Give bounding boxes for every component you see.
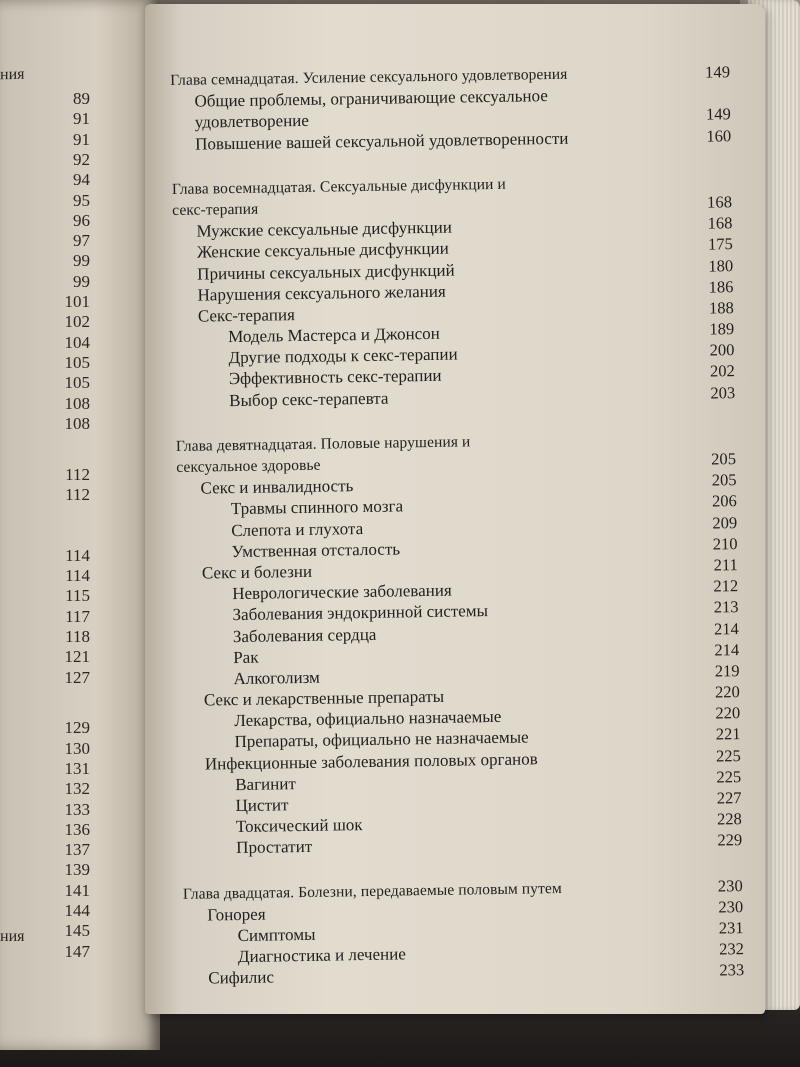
left-page-number: 108 xyxy=(64,413,90,433)
left-page-number: 97 xyxy=(73,231,90,251)
toc-page-number: 149 xyxy=(705,104,731,124)
toc-page-number: 189 xyxy=(709,319,735,339)
left-page-number: 105 xyxy=(64,352,90,372)
left-page-number: 92 xyxy=(73,149,90,169)
toc-entry-title: Секс-терапия xyxy=(197,304,295,326)
toc-page-number: 211 xyxy=(713,555,738,575)
toc-entry-title: Простатит xyxy=(236,837,313,858)
left-page-number: 145 xyxy=(64,921,90,941)
left-page-number: 101 xyxy=(64,292,90,311)
toc-entry-title: сексуальное здоровье xyxy=(176,456,321,476)
toc-page-number: 200 xyxy=(709,340,735,360)
toc-page-number: 225 xyxy=(716,766,742,787)
toc-entry-title: Умственная отсталость xyxy=(231,539,401,561)
toc-entry-title: Препараты, официально не назначаемые xyxy=(234,727,529,752)
left-page-number: 115 xyxy=(65,586,90,606)
left-page-number: 127 xyxy=(64,667,90,687)
left-page-number: 104 xyxy=(64,332,90,352)
toc-page-number: 214 xyxy=(714,639,740,660)
left-page-number: 121 xyxy=(64,647,90,667)
left-page xyxy=(0,0,160,1050)
toc-page-number: 225 xyxy=(715,745,741,766)
table-of-contents xyxy=(170,61,744,989)
toc-entry-title: Алкоголизм xyxy=(233,667,321,688)
toc-page-number: 205 xyxy=(711,470,737,490)
toc-entry-title: Лекарства, официально назначаемые xyxy=(234,707,502,731)
left-page-number: 99 xyxy=(73,251,90,271)
left-page-number: 112 xyxy=(65,484,90,504)
left-page-number: 95 xyxy=(73,190,90,210)
toc-page-number: 229 xyxy=(717,830,743,850)
left-page-number: 89 xyxy=(73,89,90,108)
toc-entry-title: Симптомы xyxy=(237,924,316,945)
toc-page-number: 230 xyxy=(717,875,744,896)
left-page-number: 94 xyxy=(73,170,90,190)
left-page-number: 91 xyxy=(73,109,90,129)
toc-entry-title: Травмы спинного мозга xyxy=(230,496,404,519)
left-page-number: 130 xyxy=(64,738,90,758)
toc-page-number: 220 xyxy=(715,703,741,723)
toc-page-number: 212 xyxy=(713,576,739,596)
toc-page-number: 230 xyxy=(718,896,744,917)
toc-page-number: 205 xyxy=(710,449,737,469)
toc-page-number: 213 xyxy=(713,597,739,617)
toc-entry-title: удовлетворение xyxy=(194,111,310,132)
toc-entry-title: Нарушения сексуального желания xyxy=(197,281,446,305)
left-page-number: 112 xyxy=(65,464,90,484)
right-page xyxy=(145,4,765,1014)
toc-page-number: 227 xyxy=(716,788,742,808)
left-page-footer-fragment: ния xyxy=(0,928,25,945)
toc-entry-title: Эффективность секс-терапии xyxy=(228,366,442,389)
toc-page-number: 228 xyxy=(716,809,742,829)
left-page-number: 105 xyxy=(64,373,90,393)
left-page-number: 99 xyxy=(73,271,90,291)
toc-entry-title: Секс и инвалидность xyxy=(200,476,354,498)
toc-entry-title: Инфекционные заболевания половых органов xyxy=(204,748,538,774)
toc-page-number: 232 xyxy=(718,939,745,959)
toc-page-number: 180 xyxy=(708,255,734,276)
toc-entry-title: Гонорея xyxy=(207,904,266,925)
left-page-number: 129 xyxy=(64,718,90,738)
left-page-number: 136 xyxy=(64,819,90,839)
left-page-number: 114 xyxy=(65,545,90,565)
toc-entry-title: Вагинит xyxy=(235,773,296,794)
toc-entry-title: Диагностика и лечение xyxy=(237,944,406,967)
left-page-number: 96 xyxy=(73,210,90,230)
left-page-number: 133 xyxy=(64,799,90,819)
toc-entry-title: Рак xyxy=(233,647,259,667)
toc-page-number: 160 xyxy=(706,125,732,146)
toc-page-number: 233 xyxy=(719,960,745,980)
toc-entry-title: Заболевания эндокринной системы xyxy=(232,601,489,625)
toc-entry-title: Глава восемнадцатая. Сексуальные дисфункции и xyxy=(171,175,507,198)
toc-entry-title: Глава семнадцатая. Усиление сексуального удовлетворения xyxy=(170,65,568,89)
toc-entry-title: Глава двадцатая. Болезни, передаваемые половым путем xyxy=(182,879,562,903)
toc-page-number: 214 xyxy=(713,618,739,639)
left-page-number: 147 xyxy=(64,941,90,961)
toc-page-number: 188 xyxy=(708,298,734,318)
left-page-number: 139 xyxy=(64,860,90,880)
toc-entry-title: Токсический шок xyxy=(235,815,363,837)
toc-entry-title: Причины сексуальных дисфункций xyxy=(197,260,455,284)
left-page-number: 108 xyxy=(64,393,90,413)
left-page-number: 131 xyxy=(64,758,90,778)
toc-entry-title: Глава девятнадцатая. Половые нарушения и xyxy=(175,433,471,455)
toc-page-number: 203 xyxy=(710,382,736,403)
toc-page-number: 186 xyxy=(708,276,734,297)
toc-page-number: 168 xyxy=(706,192,733,212)
toc-entry-title: Другие подходы к секс-терапии xyxy=(228,344,458,368)
toc-entry-title: Секс и лекарственные препараты xyxy=(203,686,445,710)
toc-entry-title: Общие проблемы, ограничивающие сексуальное xyxy=(194,86,548,111)
toc-page-number: 231 xyxy=(718,918,744,938)
left-page-number: 132 xyxy=(64,779,90,799)
left-page-number: 117 xyxy=(65,606,90,626)
toc-entry-title: Слепота и глухота xyxy=(231,518,364,540)
left-page-number: 118 xyxy=(65,626,90,646)
toc-page-number: 221 xyxy=(715,724,741,744)
toc-page-number: 219 xyxy=(714,661,740,681)
toc-entry-title: Секс и болезни xyxy=(201,561,313,583)
toc-entry-title: Модель Мастерса и Джонсон xyxy=(228,323,440,347)
left-page-number: 137 xyxy=(64,840,90,860)
toc-entry-title: Сифилис xyxy=(208,967,275,988)
toc-entry-title: Мужские сексуальные дисфункции xyxy=(196,217,452,241)
toc-page-number: 209 xyxy=(712,512,738,533)
left-page-number: 141 xyxy=(64,880,90,900)
toc-entry-title: Выбор секс-терапевта xyxy=(229,388,389,410)
toc-page-number: 202 xyxy=(709,361,735,381)
toc-page-number: 168 xyxy=(707,213,733,233)
toc-entry-title: Повышение вашей сексуальной удовлетворенности xyxy=(195,128,569,154)
left-page-number: 144 xyxy=(64,901,90,920)
toc-page-number: 175 xyxy=(707,234,733,254)
toc-entry-title: Заболевания сердца xyxy=(232,624,377,646)
left-page-number: 91 xyxy=(73,129,90,149)
toc-page-number: 210 xyxy=(712,533,738,554)
toc-page-number: 220 xyxy=(714,682,740,702)
toc-page-number: 149 xyxy=(704,62,731,82)
toc-entry-title: Неврологические заболевания xyxy=(232,580,452,604)
left-page-number: 114 xyxy=(65,566,90,586)
toc-page-number: 206 xyxy=(711,491,737,511)
toc-entry-title: Женские сексуальные дисфункции xyxy=(196,238,449,262)
left-page-number: 102 xyxy=(64,312,90,332)
toc-entry-title: секс-терапия xyxy=(172,200,259,219)
toc-entry-title: Цистит xyxy=(235,795,289,816)
left-page-header-fragment: ния xyxy=(0,65,25,84)
